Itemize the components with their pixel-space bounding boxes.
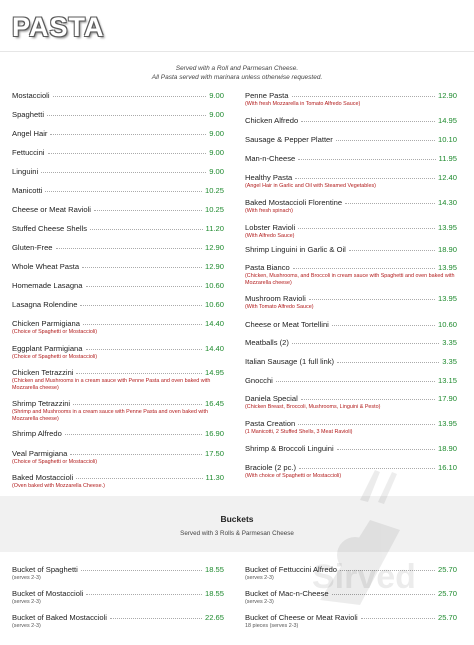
menu-item-shrimp-alfredo [12,429,224,438]
menu-item-row [245,116,457,125]
item-name: Bucket of Mostaccioli [12,589,84,598]
item-name: Shrimp Alfredo [12,429,62,438]
leader-dots [293,268,435,269]
item-price: 9.00 [209,91,224,100]
item-description: (serves 2-3) [12,623,41,629]
menu-item-row [12,300,224,309]
menu-item-row [245,463,457,472]
leader-dots [48,153,207,154]
menu-item-man-n-cheese [245,154,457,163]
menu-item-row [12,589,224,598]
item-name: Chicken Parmigiana [12,319,80,328]
menu-item-lasagna-rolendine [12,300,224,309]
item-price: 3.35 [442,338,457,347]
item-description: (Choice of Spaghetti or Mostaccioli) [12,459,98,465]
leader-dots [337,449,435,450]
item-name: Shrimp Tetrazzini [12,399,71,408]
menu-item-row [12,368,224,377]
item-name: Bucket of Cheese or Meat Ravioli [245,613,358,622]
item-name: Lasagna Rolendine [12,300,78,309]
menu-item-row [12,613,224,622]
menu-item-shrimp-broccoli-linguini [245,444,457,453]
leader-dots [301,399,435,400]
page-header [0,0,474,52]
menu-item-shrimp-tetrazzini [12,399,224,423]
leader-dots [298,228,435,229]
menu-item-cheese-or-meat-ravioli [12,205,224,214]
item-name: Stuffed Cheese Shells [12,224,88,233]
item-description: (Choice of Spaghetti or Mostaccioli) [12,354,98,360]
menu-item-baked-mostaccioli-florentine [245,198,457,215]
menu-item-row [12,449,224,458]
leader-dots [47,115,206,116]
item-price: 25.70 [437,613,457,622]
item-description: (With fresh spinach) [245,208,293,214]
leader-dots [86,349,202,350]
item-price: 13.95 [437,223,457,232]
menu-item-cheese-or-meat-tortellini [245,320,457,329]
leader-dots [349,250,435,251]
item-description: (Oven baked with Mozzarella Cheese.) [12,483,105,489]
item-description: (serves 2-3) [12,599,41,605]
item-name: Man-n-Cheese [245,154,296,163]
leader-dots [345,203,435,204]
menu-item-row [245,245,457,254]
menu-item-row [12,243,224,252]
menu-item-row [12,473,224,482]
menu-item-row [245,338,457,347]
item-name: Baked Mostaccioli Florentine [245,198,343,207]
leader-dots [53,96,207,97]
item-name: Baked Mostaccioli [12,473,74,482]
item-price: 11.30 [205,473,224,482]
item-name: Bucket of Fettuccini Alfredo [245,565,338,574]
menu-item-manicotti [12,186,224,195]
item-description: (With fresh Mozzarella in Tomato Alfredo Sauce) [245,101,361,107]
item-price: 14.40 [204,319,224,328]
leader-dots [41,172,206,173]
menu-item-braciole-2-pc [245,463,457,480]
item-name: Bucket of Mac-n-Cheese [245,589,329,598]
menu-item-pasta-creation [245,419,457,436]
item-name: Shrimp & Broccoli Linguini [245,444,334,453]
item-price: 17.90 [437,394,457,403]
item-name: Penne Pasta [245,91,289,100]
menu-item-eggplant-parmigiana [12,344,224,361]
leader-dots [73,404,202,405]
menu-item-row [12,319,224,328]
leader-dots [298,424,435,425]
menu-item-italian-sausage-1-full-link [245,357,457,366]
item-price: 9.00 [209,129,224,138]
item-price: 17.50 [204,449,224,458]
menu-item-row [245,613,457,622]
watermark-text: Sirved [312,558,416,596]
bucket-bucket-of-fettuccini-alfredo [245,565,457,582]
menu-item-row [245,357,457,366]
item-price: 12.90 [437,91,457,100]
item-name: Whole Wheat Pasta [12,262,80,271]
leader-dots [90,229,203,230]
item-price: 11.95 [438,154,457,163]
menu-item-row [245,154,457,163]
menu-item-angel-hair [12,129,224,138]
item-name: Pasta Creation [245,419,296,428]
item-description: (Angel Hair in Garlic and Oil with Steamed Vegetables) [245,183,376,189]
item-name: Fettuccini [12,148,45,157]
item-price: 18.90 [437,444,457,453]
item-name: Sausage & Pepper Platter [245,135,333,144]
leader-dots [332,325,435,326]
menu-item-gnocchi [245,376,457,385]
item-name: Homemade Lasagna [12,281,83,290]
menu-item-row [12,205,224,214]
menu-item-meatballs-2 [245,338,457,347]
item-name: Mushroom Ravioli [245,294,306,303]
menu-item-shrimp-linguini-in-garlic-oil [245,245,457,254]
leader-dots [83,324,202,325]
menu-item-spaghetti [12,110,224,119]
menu-item-row [245,198,457,207]
menu-item-row [12,429,224,438]
menu-item-row [12,344,224,353]
item-description: (With Alfredo Sauce) [245,233,295,239]
menu-item-row [12,186,224,195]
item-name: Mostaccioli [12,91,50,100]
menu-item-row [12,262,224,271]
item-price: 18.55 [204,565,224,574]
leader-dots [298,159,435,160]
buckets-title: Buckets [220,514,254,524]
item-name: Healthy Pasta [245,173,293,182]
bucket-bucket-of-spaghetti [12,565,224,582]
item-price: 9.00 [209,148,224,157]
menu-item-row [12,565,224,574]
leader-dots [299,468,435,469]
menu-item-row [12,281,224,290]
item-name: Daniela Special [245,394,298,403]
menu-item-row [245,589,457,598]
leader-dots [65,434,202,435]
menu-item-row [245,394,457,403]
leader-dots [94,210,202,211]
leader-dots [301,121,435,122]
intro-line-1: Served with a Roll and Parmesan Cheese. [175,65,299,72]
item-price: 13.95 [437,419,457,428]
item-name: Angel Hair [12,129,48,138]
item-price: 22.65 [204,613,224,622]
item-price: 16.10 [437,463,457,472]
item-price: 11.20 [205,224,224,233]
menu-item-mushroom-ravioli [245,294,457,311]
menu-item-gluten-free [12,243,224,252]
item-description: (serves 2-3) [245,599,274,605]
item-description: (serves 2-3) [12,575,41,581]
page-title: PASTA [12,12,105,42]
item-price: 14.30 [437,198,457,207]
intro-line-2: All Pasta served with marinara unless otherwise requested. [151,74,323,81]
menu-item-row [245,263,457,272]
item-price: 13.95 [437,263,457,272]
item-price: 13.15 [437,376,457,385]
item-price: 10.25 [204,186,224,195]
item-name: Spaghetti [12,110,45,119]
item-price: 18.90 [437,245,457,254]
item-price: 10.60 [437,320,457,329]
item-price: 9.00 [209,167,224,176]
header-divider [0,51,474,52]
item-name: Veal Parmigiana [12,449,68,458]
item-price: 12.40 [437,173,457,182]
item-description: (Chicken Breast, Broccoli, Mushrooms, Linguini & Pesto) [245,404,381,410]
item-name: Braciole (2 pc.) [245,463,297,472]
item-description: (With Tomato Alfredo Sauce) [245,304,314,310]
item-name: Bucket of Spaghetti [12,565,78,574]
item-price: 14.95 [437,116,457,125]
leader-dots [292,96,435,97]
menu-item-row [245,135,457,144]
item-description: (Chicken, Mushrooms, and Broccoli in cream sauce with Spaghetti and oven baked with Mozzarella cheese) [245,273,455,286]
item-price: 16.90 [204,429,224,438]
buckets-subtitle: Served with 3 Rolls & Parmesan Cheese [180,530,294,537]
leader-dots [76,373,202,374]
menu-item-row [12,148,224,157]
item-name: Pasta Bianco [245,263,290,272]
leader-dots [80,305,202,306]
item-name: Cheese or Meat Tortellini [245,320,329,329]
menu-item-row [245,320,457,329]
item-name: Chicken Tetrazzini [12,368,74,377]
menu-item-baked-mostaccioli [12,473,224,490]
menu-item-row [245,565,457,574]
item-price: 12.90 [204,243,224,252]
item-name: Meatballs (2) [245,338,289,347]
menu-item-fettuccini [12,148,224,157]
menu-item-row [245,223,457,232]
buckets-section-band [0,496,474,552]
leader-dots [336,140,435,141]
bucket-bucket-of-mostaccioli [12,589,224,606]
leader-dots [45,191,202,192]
menu-item-row [245,376,457,385]
menu-item-row [245,91,457,100]
item-description: (Choice of Spaghetti or Mostaccioli) [12,329,98,335]
item-description: (serves 2-3) [245,575,274,581]
menu-item-veal-parmigiana [12,449,224,466]
item-name: Lobster Ravioli [245,223,296,232]
item-description: (With choice of Spaghetti or Mostaccioli) [245,473,342,479]
item-price: 3.35 [442,357,457,366]
item-name: Chicken Alfredo [245,116,299,125]
leader-dots [76,478,202,479]
menu-item-row [245,444,457,453]
menu-item-healthy-pasta [245,173,457,190]
leader-dots [70,454,202,455]
menu-item-penne-pasta [245,91,457,108]
menu-item-row [245,294,457,303]
item-price: 25.70 [437,589,457,598]
leader-dots [332,594,435,595]
leader-dots [361,618,435,619]
leader-dots [340,570,435,571]
menu-item-daniela-special [245,394,457,411]
item-description: 18 pieces (serves 2-3) [245,623,299,629]
item-price: 9.00 [209,110,224,119]
leader-dots [276,381,435,382]
item-name: Bucket of Baked Mostaccioli [12,613,107,622]
item-name: Italian Sausage (1 full link) [245,357,335,366]
leader-dots [56,248,202,249]
leader-dots [292,343,439,344]
leader-dots [337,362,439,363]
menu-item-row [245,173,457,182]
item-price: 14.95 [204,368,224,377]
item-name: Manicotti [12,186,43,195]
leader-dots [110,618,202,619]
menu-item-lobster-ravioli [245,223,457,240]
item-price: 14.40 [204,344,224,353]
item-description: (1 Manicotti, 2 Stuffed Shells, 3 Meat Ravioli) [245,429,353,435]
item-name: Gnocchi [245,376,273,385]
item-price: 10.60 [204,281,224,290]
menu-item-row [12,129,224,138]
item-name: Gluten-Free [12,243,53,252]
menu-item-stuffed-cheese-shells [12,224,224,233]
item-name: Eggplant Parmigiana [12,344,83,353]
menu-item-mostaccioli [12,91,224,100]
menu-item-row [12,91,224,100]
item-price: 10.25 [204,205,224,214]
menu-item-sausage-pepper-platter [245,135,457,144]
leader-dots [82,267,202,268]
leader-dots [86,594,202,595]
menu-item-chicken-alfredo [245,116,457,125]
menu-item-linguini [12,167,224,176]
leader-dots [81,570,202,571]
item-price: 18.55 [204,589,224,598]
item-name: Cheese or Meat Ravioli [12,205,91,214]
menu-item-homemade-lasagna [12,281,224,290]
bucket-bucket-of-cheese-or-meat-ravioli [245,613,457,630]
leader-dots [309,299,435,300]
menu-item-row [12,110,224,119]
item-name: Shrimp Linguini in Garlic & Oil [245,245,346,254]
bucket-bucket-of-mac-n-cheese [245,589,457,606]
menu-item-chicken-tetrazzini [12,368,224,392]
menu-item-row [12,224,224,233]
menu-item-row [12,399,224,408]
item-price: 16.45 [204,399,224,408]
menu-item-row [245,419,457,428]
item-price: 25.70 [437,565,457,574]
leader-dots [86,286,202,287]
menu-intro [0,64,474,82]
leader-dots [295,178,435,179]
item-description: (Shrimp and Mushrooms in a cream sauce with Penne Pasta and oven baked with Mozzarella cheese) [12,409,208,422]
menu-item-row [12,167,224,176]
item-price: 12.90 [204,262,224,271]
leader-dots [50,134,206,135]
item-price: 13.95 [437,294,457,303]
menu-item-pasta-bianco [245,263,457,287]
menu-item-whole-wheat-pasta [12,262,224,271]
item-price: 10.60 [204,300,224,309]
item-description: (Chicken and Mushrooms in a cream sauce with Penne Pasta and oven baked with Mozzarella cheese) [12,378,211,391]
item-name: Linguini [12,167,39,176]
menu-item-chicken-parmigiana [12,319,224,336]
item-price: 10.10 [437,135,457,144]
bucket-bucket-of-baked-mostaccioli [12,613,224,630]
